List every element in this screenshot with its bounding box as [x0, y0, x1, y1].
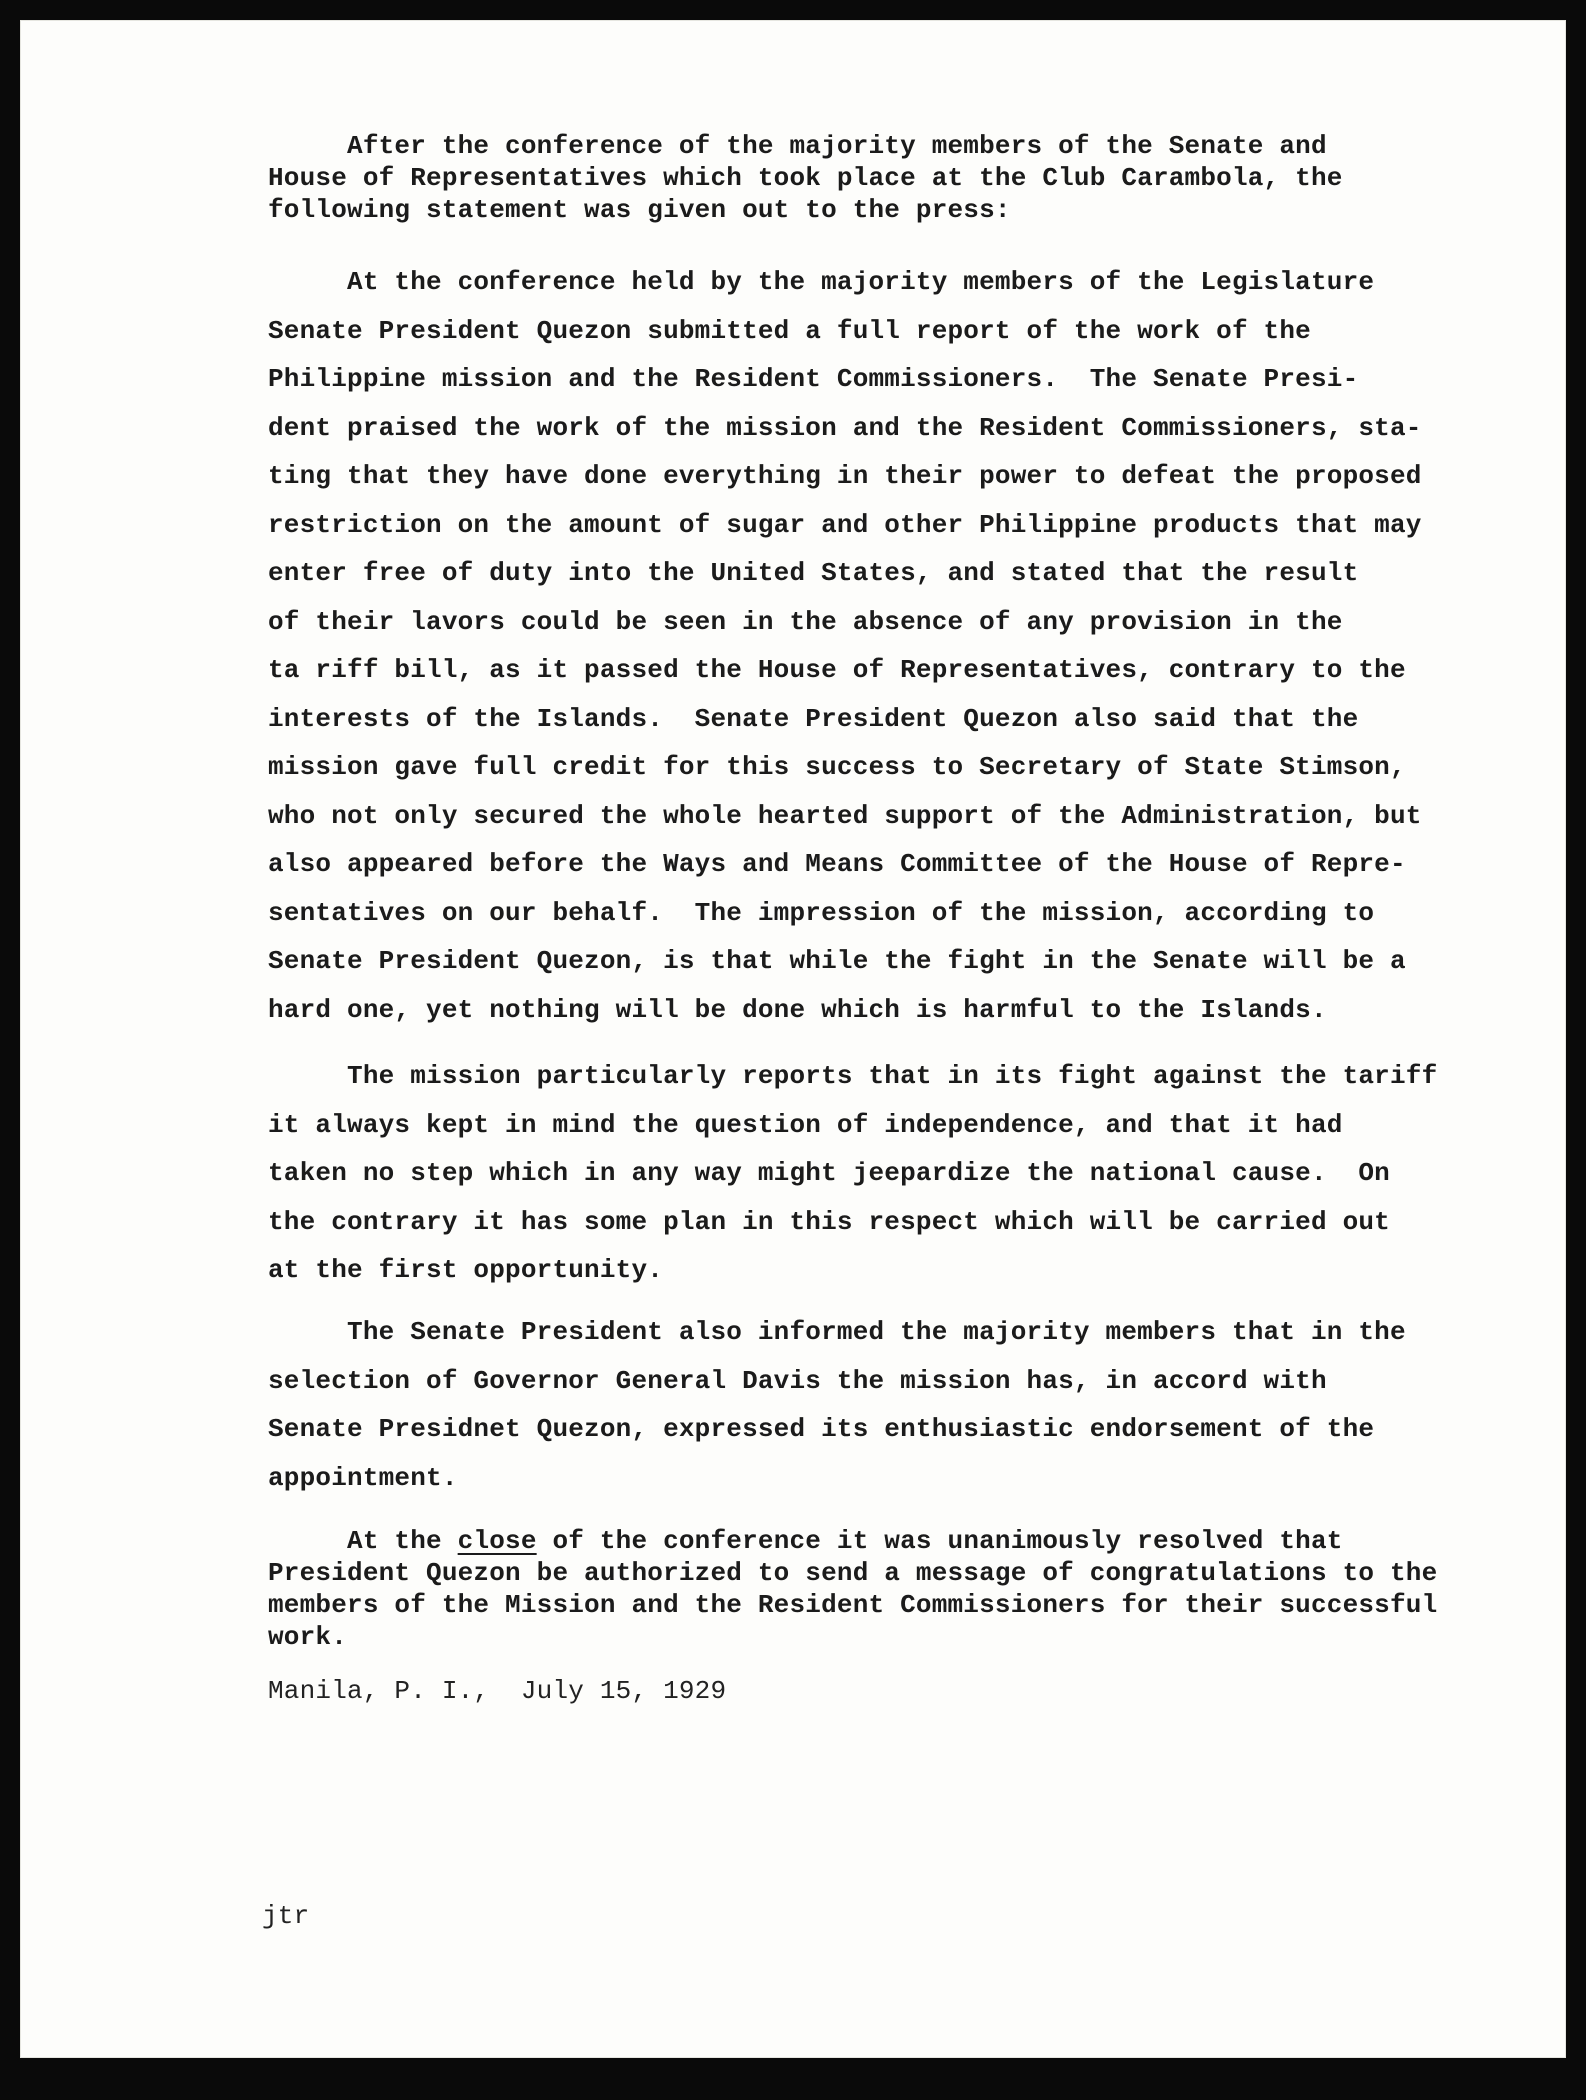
resolution-paragraph [268, 1525, 1437, 1653]
dateline [268, 1675, 726, 1707]
text-fragment: At the [268, 1526, 458, 1556]
text-line: The Senate President also informed the majority members that in the [268, 1317, 1406, 1347]
text-line: appointment. [268, 1462, 458, 1493]
text-line: work. [268, 1622, 348, 1652]
text-line: of their lavors could be seen in the absence of any provision in the [268, 606, 1343, 637]
typist-initials [262, 1900, 309, 1932]
text-line: mission gave full credit for this success to Secretary of State Stimson, [268, 752, 1406, 782]
text-line: the contrary it has some plan in this respect which will be carried out [268, 1206, 1390, 1237]
text-line: members of the Mission and the Resident Commissioners for their successful [268, 1590, 1438, 1620]
statement-paragraph-3 [268, 1308, 1406, 1502]
text-line: Philippine mission and the Resident Commissioners. The Senate Presi- [268, 364, 1359, 394]
text-line: Senate Presidnet Quezon, expressed its enthusiastic endorsement of the [268, 1414, 1375, 1444]
text-line: hard one, yet nothing will be done which is harmful to the Islands. [268, 994, 1327, 1025]
text-line: After the conference of the majority members of the Senate and [268, 131, 1327, 161]
text-line: selection of Governor General Davis the mission has, in accord with [268, 1365, 1327, 1396]
text-line: it always kept in mind the question of independence, and that it had [268, 1109, 1343, 1140]
statement-paragraph-1 [268, 258, 1422, 1034]
text-line: President Quezon be authorized to send a message of congratulations to the [268, 1558, 1438, 1588]
text-line: following statement was given out to the press: [268, 195, 1011, 225]
text-line: interests of the Islands. Senate President Quezon also said that the [268, 703, 1359, 734]
text-line: also appeared before the Ways and Means Committee of the House of Repre- [268, 849, 1406, 879]
underlined-word: close [457, 1526, 537, 1556]
text-line [268, 1525, 1437, 1557]
statement-paragraph-2 [268, 1052, 1437, 1295]
text-line: At the conference held by the majority members of the Legislature [268, 267, 1375, 297]
text-line: House of Representatives which took place at the Club Carambola, the [268, 163, 1343, 193]
text-fragment: of the conference it was unanimously resolved that [536, 1526, 1343, 1556]
text-line: sentatives on our behalf. The impression of the mission, according to [268, 897, 1375, 928]
intro-paragraph [268, 130, 1343, 226]
text-line: dent praised the work of the mission and the Resident Commissioners, sta- [268, 412, 1422, 443]
text-line: The mission particularly reports that in its fight against the tariff [268, 1061, 1438, 1091]
text-line: ting that they have done everything in their power to defeat the proposed [268, 461, 1422, 491]
text-line: Senate President Quezon, is that while the fight in the Senate will be a [268, 946, 1406, 976]
text-line: at the first opportunity. [268, 1255, 664, 1285]
text-line: who not only secured the whole hearted support of the Administration, but [268, 800, 1422, 831]
text-line: ta riff bill, as it passed the House of Representatives, contrary to the [268, 655, 1406, 685]
initials-text: jtr [262, 1901, 310, 1931]
text-line: restriction on the amount of sugar and other Philippine products that may [268, 509, 1422, 540]
text-line: enter free of duty into the United States, and stated that the result [268, 558, 1359, 588]
text-line: Senate President Quezon submitted a full report of the work of the [268, 315, 1311, 346]
dateline-text: Manila, P. I., July 15, 1929 [268, 1676, 727, 1706]
text-line: taken no step which in any way might jeepardize the national cause. On [268, 1158, 1390, 1188]
